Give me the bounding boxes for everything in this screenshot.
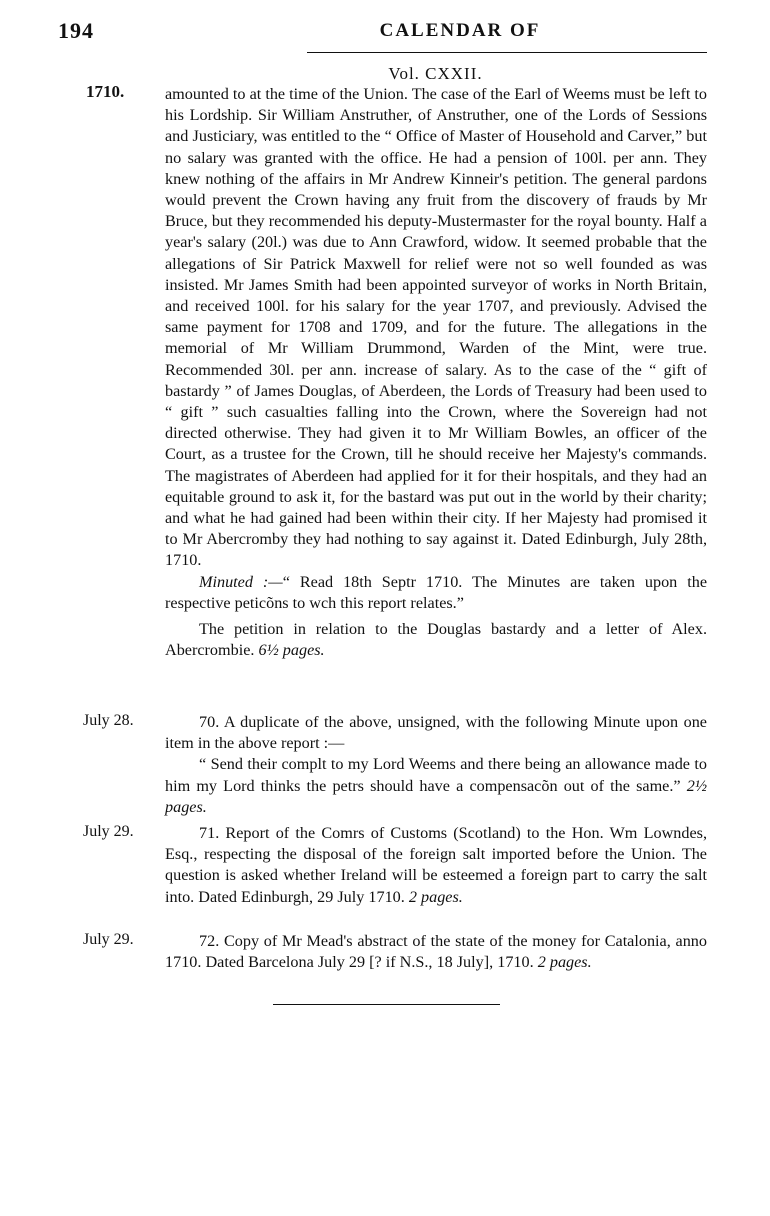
entry-date: July 29. (83, 823, 134, 840)
entry-date: July 29. (83, 931, 134, 948)
entry-paragraph (165, 823, 707, 908)
page-count: 2 pages. (408, 887, 463, 906)
page-number: 194 (58, 18, 94, 43)
entry-72 (165, 931, 707, 973)
minute-paragraph (165, 572, 707, 614)
entry-date: July 28. (83, 712, 134, 729)
petition-note (165, 619, 707, 661)
continuation-block (165, 84, 707, 661)
entry-71 (165, 823, 707, 908)
continuation-paragraph: amounted to at the time of the Union. The case of the Earl of Weems must be left to his Lordship. Sir William Anstruther, of Anstruther, one of the Lords of Sessions and Justiciary, was entitled to the “ Office of Master of Household and Carver,” but no salary was granted with the office. He had a pension of 100l. per ann. They knew nothing of the affairs in Mr Andrew Kinneir's petition. The general pardons would prevent the Crown having any fruit from the discovery of frauds by Mr Bruce, but they recommended his deputy-Mustermaster for the royal bounty. Half a year's salary (20l.) was due to Ann Crawford, widow. It seemed probable that the allegations of Sir Patrick Maxwell for relief were not so well founded as was insisted. Mr James Smith had been appointed surveyor of works in North Britain, and received 100l. for his salary for the year 1707, and previously. Advised the same payment for 1708 and 1709, and for the future. The allegations in the memorial of Mr William Drummond, Warden of the Mint, were true. Recommended 30l. per ann. increase of salary. As to the case of the “ gift of bastardy ” of James Douglas, of Aberdeen, the Lords of Treasury had been used to “ gift ” such casualties falling into the Crown, where the Sovereign had not directed otherwise. They had given it to Mr William Bowles, an officer of the Court, as a trustee for the Crown, till he should receive her Majesty's commands. The magistrates of Aberdeen had applied for it for their hospitals, and they had an equitable ground to ask it, for the bastard was put out in the world by their charity; and what he had gained had been within their city. If her Majesty had promised it to Mr Abercromby they had nothing to say against it. Dated Edinburgh, July 28th, 1710. (165, 85, 707, 570)
minuted-label: Minuted :— (199, 572, 283, 591)
minuted-text: “ Read 18th Septr 1710. The Minutes are taken upon the respective peticõns to wch this report relates.” (165, 572, 708, 612)
page-count: 2 pages. (537, 953, 592, 972)
footer-rule (273, 1004, 500, 1005)
entry-text: 71. Report of the Comrs of Customs (Scotland) to the Hon. Wm Lowndes, Esq., respecting the disposal of the foreign salt imported before the Union. The question is asked whether Ireland will be esteemed a foreign part to carry the salt into. Dated Edinburgh, 29 July 1710. (165, 824, 707, 906)
running-head: CALENDAR OF (379, 20, 541, 41)
entry-text: 70. A duplicate of the above, unsigned, with the following Minute upon one item in the above report :— (165, 713, 707, 753)
entry-quote-text: “ Send their complt to my Lord Weems and there being an allowance made to him my Lord thinks the petrs should have a compensacõn out of the same.” (165, 755, 707, 795)
entry-quote (165, 754, 707, 818)
entry-70 (165, 712, 707, 818)
header-rule (307, 52, 707, 53)
margin-year: 1710. (86, 82, 125, 101)
page-count: 6½ pages. (258, 641, 325, 660)
entry-text: 72. Copy of Mr Mead's abstract of the state of the money for Catalonia, anno 1710. Dated Barcelona July 29 [? if N.S., 18 July], 1710. (165, 932, 707, 972)
entry-paragraph (165, 931, 707, 973)
volume-heading: Vol. CXXII. (388, 64, 483, 83)
page-count: 2½ pages. (165, 776, 707, 816)
petition-note-text: The petition in relation to the Douglas bastardy and a letter of Alex. Abercrombie. (165, 620, 707, 660)
